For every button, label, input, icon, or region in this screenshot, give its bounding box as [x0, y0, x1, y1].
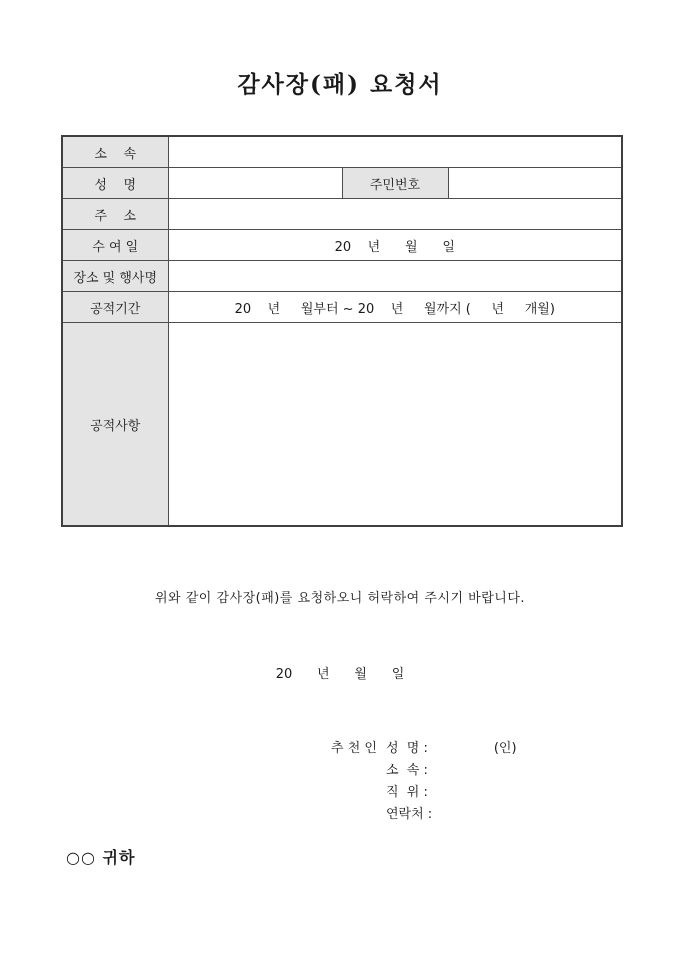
recommender-name-label: 성 명 : [385, 741, 428, 756]
seal-label: (인) [493, 741, 517, 756]
label-resident-number: 주민번호 [342, 168, 448, 199]
date-line: 20 년 월 일 [275, 667, 405, 682]
recommender-label: 추 천 인 [331, 741, 377, 756]
request-form-table [61, 135, 623, 527]
field-affiliation[interactable] [168, 136, 622, 168]
recommender-block [331, 738, 517, 826]
recommender-name-line [386, 738, 517, 760]
recommender-affiliation-label: 소 속 : [385, 763, 428, 778]
field-name[interactable] [168, 168, 342, 199]
label-place-event: 장소 및 행사명 [62, 261, 168, 292]
recommender-contact-label: 연락처 : [385, 807, 433, 822]
label-address: 주 소 [62, 199, 168, 230]
recommender-fields [386, 738, 517, 826]
label-affiliation: 소 속 [62, 136, 168, 168]
field-place-event[interactable] [168, 261, 622, 292]
table-row [62, 292, 622, 323]
table-row [62, 261, 622, 292]
addressee: ○○ 귀하 [66, 848, 136, 867]
request-sentence: 위와 같이 감사장(패)를 요청하오니 허락하여 주시기 바랍니다. [154, 591, 526, 606]
table-row [62, 230, 622, 261]
label-merit-details: 공적사항 [62, 323, 168, 527]
field-award-date[interactable]: 20 년 월 일 [168, 230, 622, 261]
table-row [62, 168, 622, 199]
label-award-date: 수 여 일 [62, 230, 168, 261]
document-title: 감사장(패) 요청서 [237, 71, 443, 98]
table-row [62, 136, 622, 168]
field-merit-period[interactable]: 20 년 월부터 ~ 20 년 월까지 ( 년 개월) [168, 292, 622, 323]
field-address[interactable] [168, 199, 622, 230]
label-merit-period: 공적기간 [62, 292, 168, 323]
table-row [62, 323, 622, 527]
table-row [62, 199, 622, 230]
recommender-position-label: 직 위 : [385, 785, 428, 800]
field-merit-details[interactable] [168, 323, 622, 527]
field-resident-number[interactable] [448, 168, 622, 199]
label-name: 성 명 [62, 168, 168, 199]
